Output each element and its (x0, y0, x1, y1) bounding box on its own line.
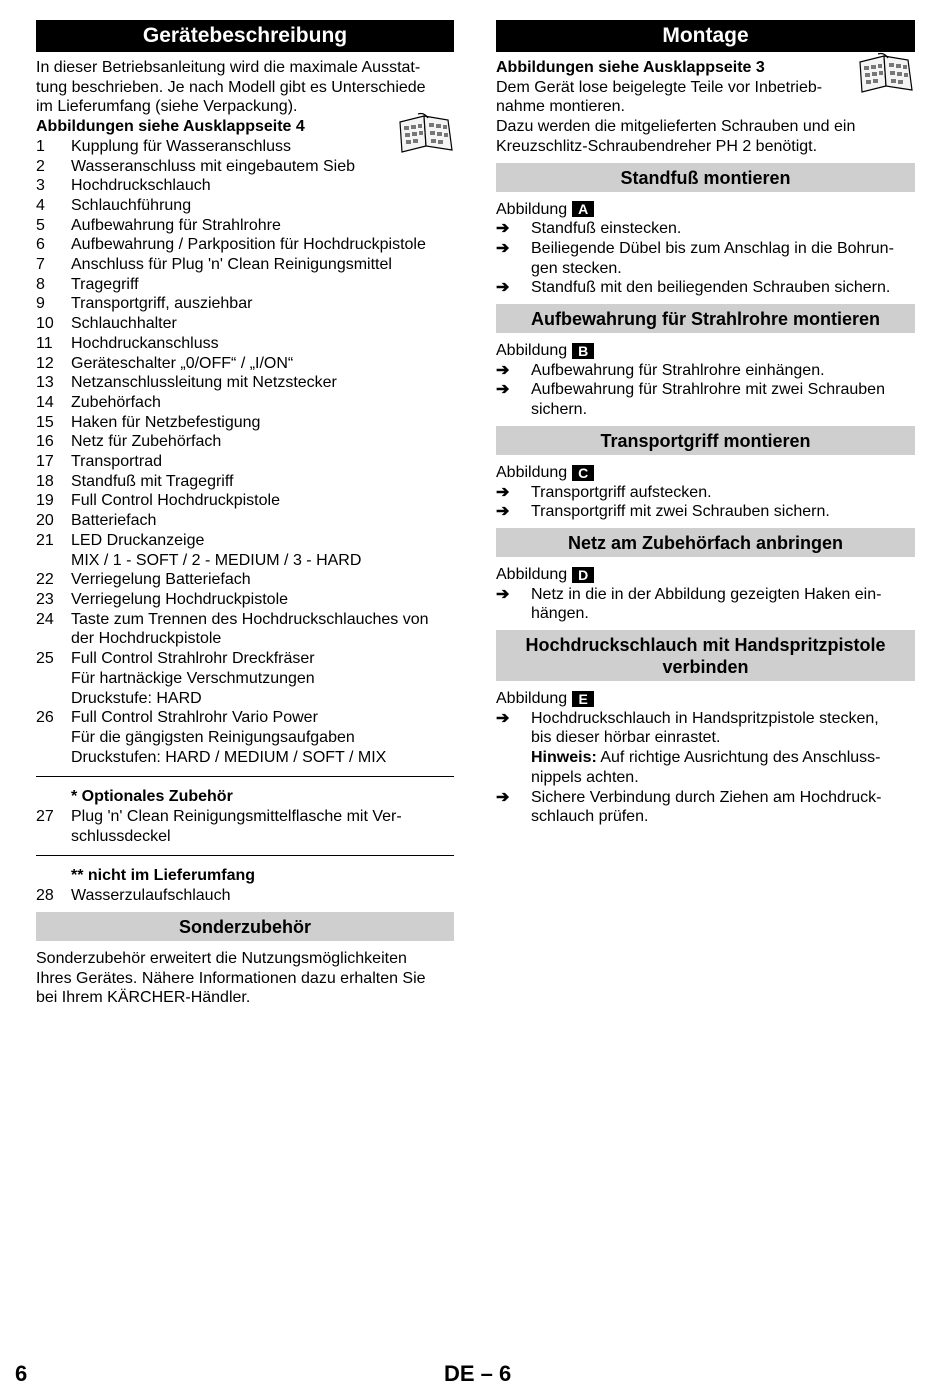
item-number: 13 (36, 374, 54, 392)
note-line: nippels achten. (531, 768, 639, 786)
item-text (71, 886, 454, 906)
list-item (36, 649, 454, 708)
item-number: 20 (36, 512, 54, 530)
step-text (531, 219, 915, 239)
item-text (71, 531, 454, 570)
item-text-line: der Hochdruckpistole (71, 630, 222, 648)
list-item (36, 235, 454, 255)
list-item (36, 275, 454, 295)
item-text (71, 216, 454, 236)
instruction-step (496, 361, 915, 381)
step-text-line: bis dieser hörbar einrastet. (531, 729, 721, 747)
list-item (36, 354, 454, 374)
item-text (71, 334, 454, 354)
step-text (531, 709, 915, 788)
section-heading-line: Netz am Zubehörfach anbringen (567, 532, 844, 553)
note-line (531, 748, 915, 768)
section-heading (496, 163, 915, 192)
arrow-icon: ➔ (496, 279, 510, 297)
step-text (531, 239, 915, 278)
item-number: 21 (36, 531, 54, 549)
arrow-icon: ➔ (496, 381, 510, 399)
item-number: 12 (36, 354, 54, 372)
item-text (71, 511, 454, 531)
arrow-icon: ➔ (496, 788, 510, 806)
item-number: 8 (36, 275, 45, 293)
step-text (531, 585, 915, 624)
figure-letter-badge: C (572, 465, 594, 481)
step-text-line: hängen. (531, 605, 589, 623)
item-number: 1 (36, 137, 45, 155)
item-text (71, 275, 454, 295)
item-number: 16 (36, 433, 54, 451)
item-text-line: Wasserzulaufschlauch (71, 887, 231, 905)
section-heading (496, 528, 915, 557)
list-item (36, 491, 454, 511)
list-item (36, 137, 454, 157)
figure-reference: Abbildungen siehe Ausklappseite 4 (36, 118, 305, 136)
optional-heading-row (36, 787, 454, 807)
item-text-line: Standfuß mit Tragegriff (71, 472, 234, 490)
optional-heading: * Optionales Zubehör (71, 788, 233, 806)
figure-letter-badge: A (572, 201, 594, 217)
list-item (36, 255, 454, 275)
instruction-step (496, 585, 915, 624)
item-text (71, 196, 454, 216)
arrow-icon: ➔ (496, 503, 510, 521)
intro-line: In dieser Betriebsanleitung wird die maximale Ausstat- (36, 59, 421, 76)
accessories-line: bei Ihrem KÄRCHER-Händler. (36, 989, 251, 1007)
item-text-line: Schlauchführung (71, 196, 192, 214)
list-item (36, 708, 454, 767)
accessories-text (36, 949, 454, 1008)
figure-label-row (496, 200, 915, 220)
item-number: 26 (36, 709, 54, 727)
item-number: 5 (36, 216, 45, 234)
item-text-line: Verriegelung Hochdruckpistole (71, 590, 289, 608)
book-icon (396, 112, 456, 154)
arrow-icon: ➔ (496, 220, 510, 238)
item-text-line: Für hartnäckige Verschmutzungen (71, 669, 315, 687)
not-included-heading-row (36, 866, 454, 886)
step-text-line: Transportgriff aufstecken. (531, 483, 712, 501)
item-number: 10 (36, 315, 54, 333)
item-text-line: Hochdruckanschluss (71, 334, 219, 352)
figure-label: Abbildung (496, 342, 568, 360)
list-item (36, 886, 454, 906)
item-text (71, 176, 454, 196)
item-text (71, 314, 454, 334)
intro-text (36, 58, 454, 117)
arrow-icon: ➔ (496, 709, 510, 727)
page-label: DE – 6 (444, 1361, 512, 1386)
intro-line: Dem Gerät lose beigelegte Teile vor Inbetrieb- (496, 78, 823, 96)
item-number: 28 (36, 887, 54, 905)
instruction-step (496, 788, 915, 827)
item-text-line: Druckstufen: HARD / MEDIUM / SOFT / MIX (71, 748, 387, 766)
item-text (71, 570, 454, 590)
item-number: 6 (36, 236, 45, 254)
right-column (496, 20, 915, 827)
divider (36, 776, 454, 777)
list-item (36, 511, 454, 531)
item-text-line: Plug 'n' Clean Reinigungsmittelflasche mit Ver- (71, 808, 402, 826)
intro-text (496, 78, 915, 157)
item-text-line: Zubehörfach (71, 393, 161, 411)
item-text-line: Für die gängigsten Reinigungsaufgaben (71, 728, 355, 746)
page-number: 6 (15, 1361, 28, 1386)
item-text-line: Schlauchhalter (71, 315, 177, 333)
item-text (71, 491, 454, 511)
optional-list (36, 807, 454, 846)
item-number: 25 (36, 650, 54, 668)
step-text-line: Aufbewahrung für Strahlrohre mit zwei Schrauben (531, 381, 885, 399)
list-item (36, 294, 454, 314)
not-included-list (36, 886, 454, 906)
intro-line: tung beschrieben. Je nach Modell gibt es Unterschiede (36, 78, 426, 96)
instruction-step (496, 239, 915, 278)
step-text-line: Beiliegende Dübel bis zum Anschlag in die Bohrun- (531, 239, 894, 257)
list-item (36, 590, 454, 610)
item-number: 15 (36, 413, 54, 431)
figure-label-row (496, 689, 915, 709)
item-number: 19 (36, 492, 54, 510)
item-text-line: Transportgriff, ausziehbar (71, 295, 253, 313)
item-number: 2 (36, 157, 45, 175)
step-text (531, 502, 915, 522)
item-text (71, 472, 454, 492)
list-item (36, 432, 454, 452)
not-included-heading: ** nicht im Lieferumfang (71, 867, 256, 885)
figure-letter-badge: B (572, 343, 594, 359)
item-text-line: Druckstufe: HARD (71, 689, 202, 707)
instruction-step (496, 502, 915, 522)
item-text-line: Tragegriff (71, 275, 139, 293)
item-text (71, 157, 454, 177)
section-title-montage: Montage (496, 20, 915, 52)
item-number: 11 (36, 334, 53, 352)
instruction-step (496, 278, 915, 298)
item-text-line: Anschluss für Plug 'n' Clean Reinigungsmittel (71, 256, 392, 274)
item-text-line: Full Control Hochdruckpistole (71, 492, 280, 510)
figure-label-row (496, 463, 915, 483)
step-text-line: sichern. (531, 401, 588, 419)
item-text (71, 413, 454, 433)
item-text (71, 708, 454, 767)
item-text (71, 590, 454, 610)
section-heading-line: verbinden (662, 657, 749, 678)
step-text (531, 278, 915, 298)
section-title-geraetebeschreibung: Gerätebeschreibung (36, 20, 454, 52)
figure-label: Abbildung (496, 200, 568, 218)
item-text (71, 610, 454, 649)
item-text-line: LED Druckanzeige (71, 531, 205, 549)
list-item (36, 570, 454, 590)
item-text-line: Verriegelung Batteriefach (71, 571, 251, 589)
figure-label-row (496, 565, 915, 585)
step-text-line: Transportgriff mit zwei Schrauben sichern. (531, 503, 830, 521)
item-text-line: schlussdeckel (71, 827, 171, 845)
list-item (36, 807, 454, 846)
step-text-line: Standfuß einstecken. (531, 220, 682, 238)
item-text-line: Netzanschlussleitung mit Netzstecker (71, 374, 337, 392)
section-heading (496, 630, 915, 681)
instruction-step (496, 380, 915, 419)
assembly-sections (496, 163, 915, 827)
section-heading-sonderzubehoer: Sonderzubehör (36, 912, 454, 941)
item-text (71, 373, 454, 393)
step-text-line: Aufbewahrung für Strahlrohre einhängen. (531, 361, 825, 379)
item-number: 27 (36, 808, 54, 826)
instruction-step (496, 483, 915, 503)
item-number: 17 (36, 453, 54, 471)
step-text-line: schlauch prüfen. (531, 808, 649, 826)
accessories-line: Sonderzubehör erweitert die Nutzungsmöglichkeiten (36, 949, 407, 967)
figure-label: Abbildung (496, 463, 568, 481)
instruction-step (496, 709, 915, 788)
figure-letter-badge: D (572, 567, 594, 583)
step-text-line: Netz in die in der Abbildung gezeigten Haken ein- (531, 585, 882, 603)
item-number: 3 (36, 177, 45, 195)
item-text (71, 294, 454, 314)
item-text-line: Hochdruckschlauch (71, 177, 211, 195)
step-text-line: Standfuß mit den beiliegenden Schrauben sichern. (531, 279, 891, 297)
step-text (531, 380, 915, 419)
step-text (531, 361, 915, 381)
figure-label: Abbildung (496, 690, 568, 708)
item-text (71, 807, 454, 846)
section-heading-line: Hochdruckschlauch mit Handspritzpistole (525, 635, 886, 656)
list-item (36, 176, 454, 196)
note-label: Hinweis: (531, 749, 597, 767)
list-item (36, 610, 454, 649)
step-text-line: Sichere Verbindung durch Ziehen am Hochdruck- (531, 788, 882, 806)
left-column (36, 20, 454, 1008)
item-text (71, 649, 454, 708)
divider (36, 855, 454, 856)
parts-list (36, 137, 454, 768)
item-number: 23 (36, 590, 54, 608)
list-item (36, 314, 454, 334)
item-text (71, 432, 454, 452)
instruction-step (496, 219, 915, 239)
section-heading (496, 304, 915, 333)
item-number: 18 (36, 472, 54, 490)
list-item (36, 472, 454, 492)
list-item (36, 216, 454, 236)
figure-label-row (496, 341, 915, 361)
list-item (36, 452, 454, 472)
item-text-line: Full Control Strahlrohr Vario Power (71, 709, 318, 727)
step-text-line: Hochdruckschlauch in Handspritzpistole stecken, (531, 709, 879, 727)
section-heading (496, 426, 915, 455)
item-text (71, 452, 454, 472)
item-text-line: Aufbewahrung für Strahlrohre (71, 216, 281, 234)
intro-line: nahme montieren. (496, 98, 625, 116)
arrow-icon: ➔ (496, 483, 510, 501)
item-text-line: Taste zum Trennen des Hochdruckschlauches von (71, 610, 429, 628)
figure-reference: Abbildungen siehe Ausklappseite 3 (496, 59, 765, 76)
item-text-line: Full Control Strahlrohr Dreckfräser (71, 650, 315, 668)
item-text-line: MIX / 1 - SOFT / 2 - MEDIUM / 3 - HARD (71, 551, 362, 569)
item-text-line: Aufbewahrung / Parkposition für Hochdruckpistole (71, 236, 426, 254)
step-text-line: gen stecken. (531, 259, 622, 277)
arrow-icon: ➔ (496, 585, 510, 603)
list-item (36, 334, 454, 354)
list-item (36, 531, 454, 570)
step-text (531, 483, 915, 503)
item-text-line: Batteriefach (71, 512, 157, 530)
item-text-line: Geräteschalter „0/OFF“ / „I/ON“ (71, 354, 294, 372)
section-heading-line: Transportgriff montieren (600, 430, 811, 451)
item-number: 22 (36, 571, 54, 589)
item-text (71, 393, 454, 413)
item-text-line: Netz für Zubehörfach (71, 433, 222, 451)
section-heading-line: Aufbewahrung für Strahlrohre montieren (530, 309, 881, 330)
item-text-line: Haken für Netzbefestigung (71, 413, 261, 431)
list-item (36, 393, 454, 413)
intro-line: im Lieferumfang (siehe Verpackung). (36, 98, 298, 116)
arrow-icon: ➔ (496, 239, 510, 257)
intro-line: Dazu werden die mitgelieferten Schrauben und ein (496, 118, 856, 136)
item-text (71, 235, 454, 255)
item-number: 9 (36, 295, 45, 313)
item-number: 24 (36, 610, 54, 628)
note-text: Auf richtige Ausrichtung des Anschluss- (596, 749, 881, 767)
arrow-icon: ➔ (496, 361, 510, 379)
list-item (36, 413, 454, 433)
figure-letter-badge: E (572, 691, 594, 707)
list-item (36, 373, 454, 393)
accessories-line: Ihres Gerätes. Nähere Informationen dazu erhalten Sie (36, 969, 426, 987)
item-text (71, 255, 454, 275)
book-icon (856, 52, 916, 94)
item-number: 7 (36, 256, 45, 274)
section-heading-line: Standfuß montieren (620, 167, 791, 188)
list-item (36, 157, 454, 177)
intro-line: Kreuzschlitz-Schraubendreher PH 2 benötigt. (496, 137, 818, 155)
figure-label: Abbildung (496, 565, 568, 583)
item-text-line: Wasseranschluss mit eingebautem Sieb (71, 157, 355, 175)
item-text (71, 354, 454, 374)
item-text-line: Kupplung für Wasseranschluss (71, 137, 291, 155)
item-number: 4 (36, 196, 45, 214)
item-number: 14 (36, 393, 54, 411)
list-item (36, 196, 454, 216)
step-text (531, 788, 915, 827)
item-text-line: Transportrad (71, 453, 162, 471)
